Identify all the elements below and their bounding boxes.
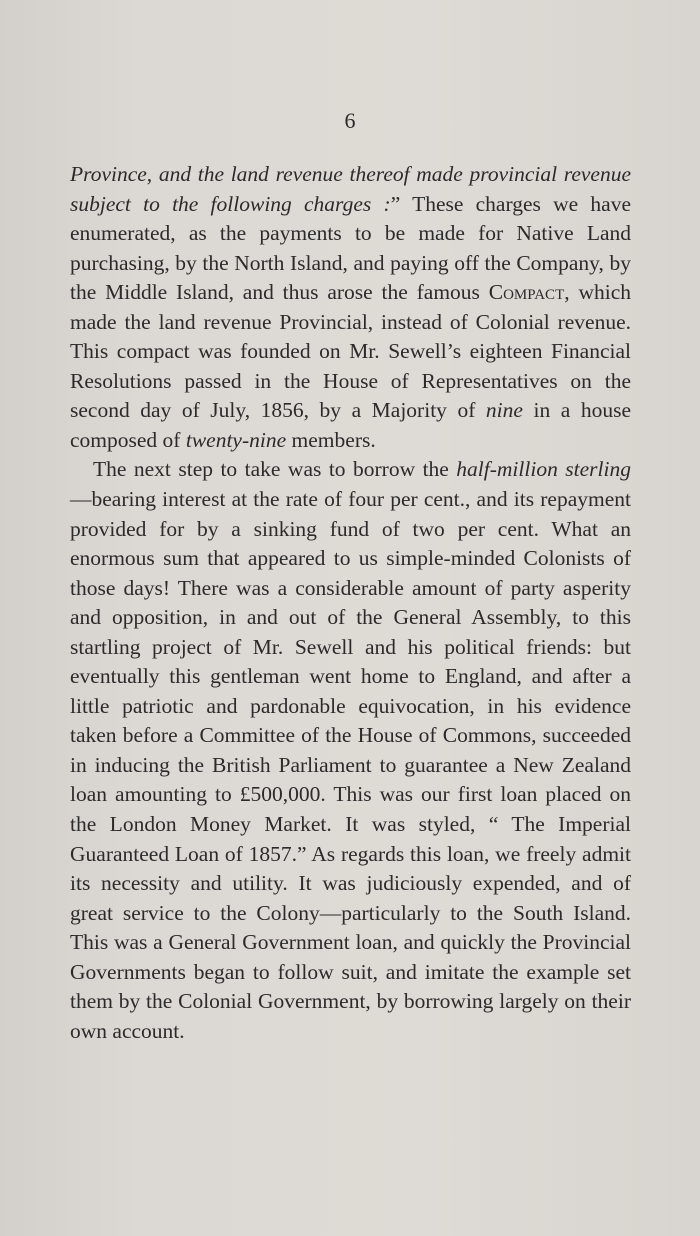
- text-segment: Province, and the land revenue thereof made provincial revenue subject to the following charges :: [70, 162, 631, 216]
- text-segment: nine: [485, 398, 523, 423]
- paragraph-1: [70, 160, 631, 455]
- text-segment: ” These charges we have enumerated, as the payments to be made for Native Land purchasing, by the North Island, and paying off the Company, by the Middle Island, and thus arose the famous: [70, 191, 631, 305]
- text-segment: Compact: [488, 280, 565, 305]
- text-segment: , which made the land revenue Provincial, instead of Colonial revenue. This compact was founded on Mr. Sewell’s eighteen Financial Resolutions passed in the House of Representatives on the second day of July, 1856, by a Majority of: [70, 280, 631, 423]
- text-segment: in a house composed of: [70, 398, 631, 452]
- page-number: 6: [344, 108, 356, 133]
- paragraph-2: [70, 455, 631, 1046]
- text-segment: members.: [286, 427, 376, 452]
- body-text: [70, 160, 631, 1046]
- text-segment: twenty-nine: [185, 427, 287, 452]
- text-segment: —bearing interest at the rate of four per cent., and its repayment provided for by a sinking fund of two per cent. What an enormous sum that appeared to us simple-minded Colonists of those days! There was a considerable amount of party asperity and opposition, in and out of the General Assembly, to this startling project of Mr. Sewell and his political friends: but eventually this gentleman went home to England, and after a little patriotic and pardonable equivocation, in his evidence taken before a Committee of the House of Commons, succeeded in inducing the British Parliament to guarantee a New Zealand loan amounting to £500,000. This was our first loan placed on the London Money Market. It was styled, “ The Imperial Guaranteed Loan of 1857.” As regards this loan, we freely admit its necessity and utility. It was judiciously expended, and of great service to the Colony—particularly to the South Island. This was a General Government loan, and quickly the Provincial Governments began to follow suit, and imitate the example set them by the Colonial Government, by borrowing largely on their own account.: [70, 487, 631, 1043]
- text-segment: half-million sterling: [456, 457, 631, 482]
- text-segment: The next step to take was to borrow the: [93, 457, 457, 482]
